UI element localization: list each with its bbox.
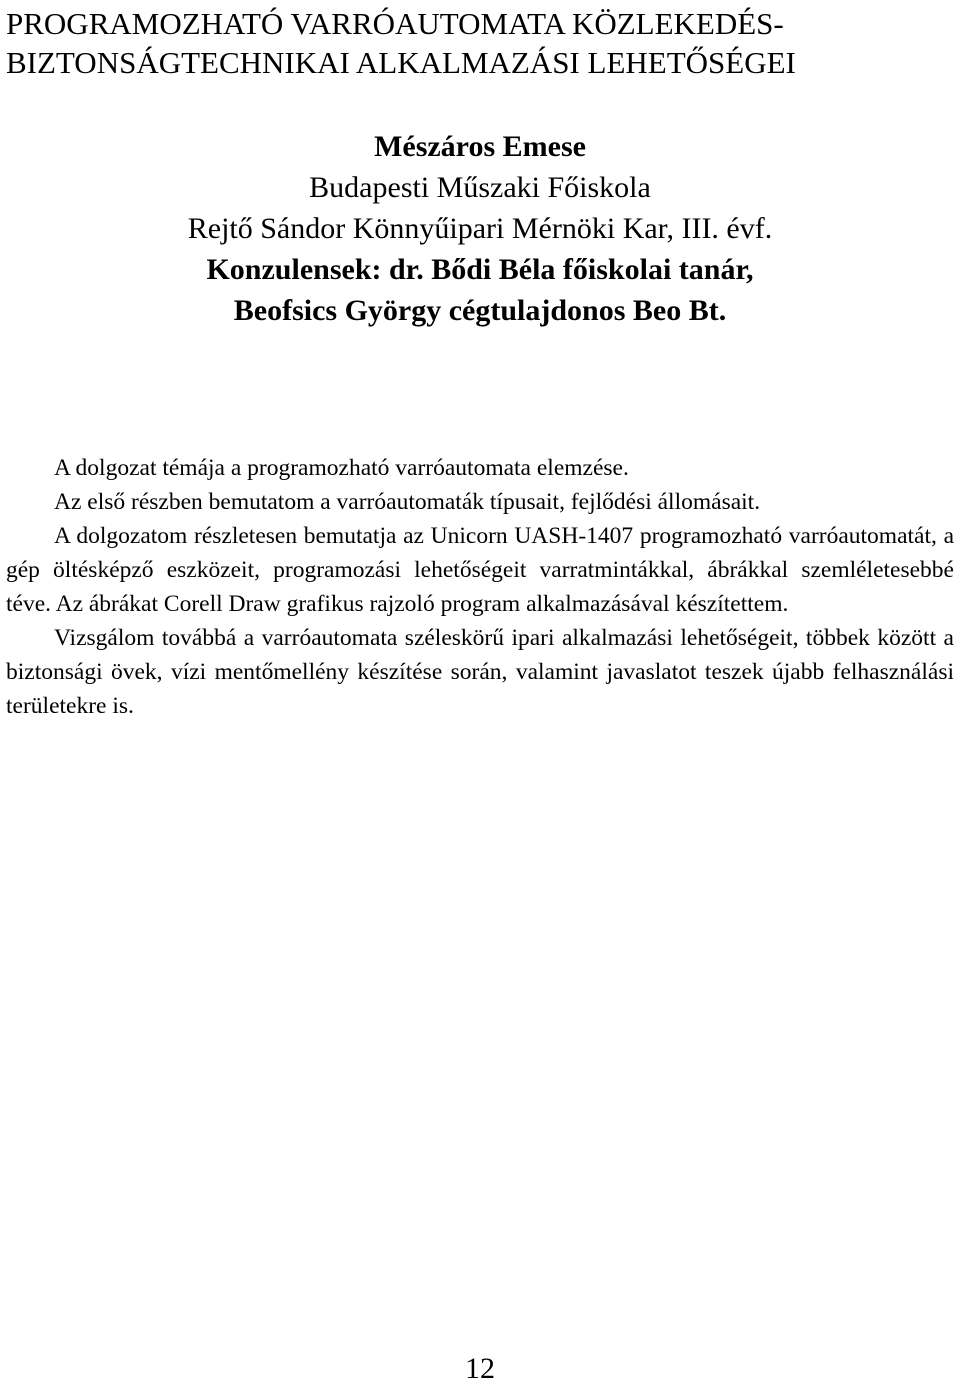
- advisors-line-1: Konzulensek: dr. Bődi Béla főiskolai tanár,: [206, 253, 754, 286]
- paper-title: [6, 4, 956, 82]
- paragraph-topic: A dolgozat témája a programozható varróautomata elemzése.: [54, 455, 629, 481]
- page-number: 12: [465, 1352, 495, 1385]
- paragraph-first-part: Az első részben bemutatom a varróautomaták típusait, fejlődési állomásait.: [54, 489, 761, 515]
- abstract-body: [6, 451, 954, 723]
- title-line-1: PROGRAMOZHATÓ VARRÓAUTOMATA KÖZLEKEDÉS-: [6, 6, 784, 41]
- paragraph-details: A dolgozatom részletesen bemutatja az Unicorn UASH-1407 programozható varróautomatát, a gép öltésképző eszközeit, programozási lehetőségeit varratmintákkal, ábrákkal szemléletesebbé téve. Az ábrákat Corell Draw grafikus rajzoló program alkalmazásával készítettem.: [6, 523, 954, 617]
- author-block: [0, 126, 960, 331]
- advisors-line-2: Beofsics György cégtulajdonos Beo Bt.: [233, 294, 727, 327]
- title-line-2: BIZTONSÁGTECHNIKAI ALKALMAZÁSI LEHETŐSÉGEI: [6, 45, 796, 80]
- author-faculty: Rejtő Sándor Könnyűipari Mérnöki Kar, III. évf.: [187, 212, 773, 245]
- author-institution: Budapesti Műszaki Főiskola: [309, 171, 651, 204]
- author-name: Mészáros Emese: [374, 130, 586, 163]
- paragraph-applications: Vizsgálom továbbá a varróautomata széleskörű ipari alkalmazási lehetőségeit, többek között a biztonsági övek, vízi mentőmellény készítése során, valamint javaslatot teszek újabb felhasználási területekre is.: [6, 625, 954, 719]
